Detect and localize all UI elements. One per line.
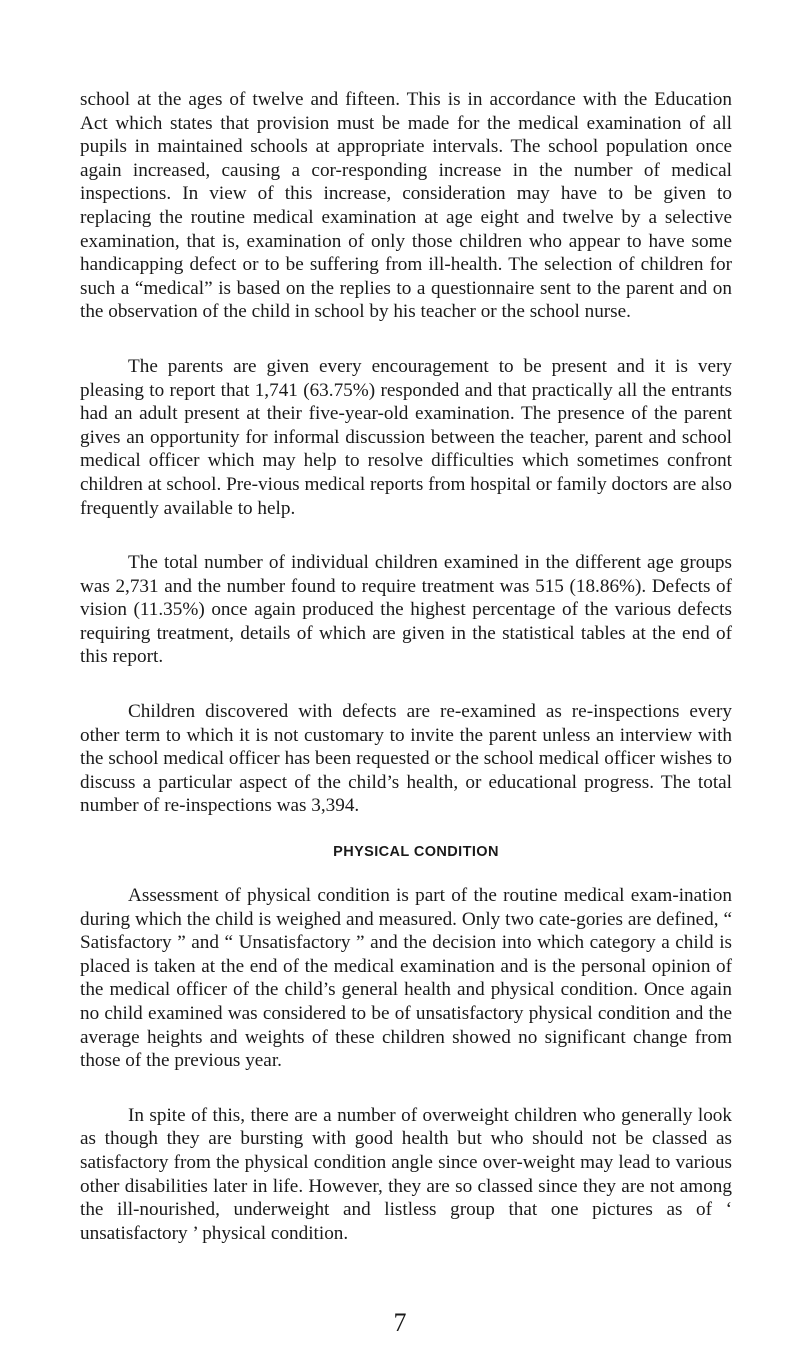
page-number: 7 [393, 1308, 407, 1337]
paragraph-overweight-children: In spite of this, there are a number of overweight children who generally look as though they are bursting with good health but who should not be classed as satisfactory from the physical condition angle since over-weight may lead to various other disabilities later in life. However, they are so classed since they are not among the ill-nourished, underweight and listless group that one pictures as of ‘ unsatisfactory ’ physical condition. [80, 1104, 732, 1244]
document-page [80, 88, 732, 1276]
paragraph-physical-assessment: Assessment of physical condition is part of the routine medical exam-ination during which the child is weighed and measured. Only two cate-gories are defined, “ Satisfactory ” and “ Unsatisfactory ” and the decision into which category a child is placed is taken at the end of the medical examination and is the personal opinion of the medical officer of the child’s general health and physical condition. Once again no child examined was considered to be of unsatisfactory physical condition and the average heights and weights of these children showed no significant change from those of the previous year. [80, 885, 732, 1072]
paragraph-children-examined: The total number of individual children examined in the different age groups was 2,731 and the number found to require treatment was 515 (18.86%). Defects of vision (11.35%) once again produced the highest percentage of the various defects requiring treatment, details of which are given in the statistical tables at the end of this report. [80, 552, 732, 668]
paragraph-re-inspections: Children discovered with defects are re-examined as re-inspections every other term to which it is not customary to invite the parent unless an interview with the school medical officer has been requested or the school medical officer wishes to discuss a particular aspect of the child’s health, or educational progress. The total number of re-inspections was 3,394. [80, 701, 732, 817]
section-heading-physical-condition: PHYSICAL CONDITION [333, 844, 499, 861]
paragraph-school-ages: school at the ages of twelve and fifteen. This is in accordance with the Education Act which states that provision must be made for the medical examination of all pupils in maintained schools at appropriate intervals. The school population once again increased, causing a cor-responding increase in the number of medical inspections. In view of this increase, consideration may have to be given to replacing the routine medical examination at age eight and twelve by a selective examination, that is, examination of only those children who appear to have some handicapping defect or to be suffering from ill-health. The selection of children for such a “medical” is based on the replies to a questionnaire sent to the parent and on the observation of the child in school by his teacher or the school nurse. [80, 89, 732, 323]
paragraph-parents-present: The parents are given every encouragement to be present and it is very pleasing to report that 1,741 (63.75%) responded and that practically all the entrants had an adult present at their five-year-old examination. The presence of the parent gives an opportunity for informal discussion between the teacher, parent and school medical officer which may help to resolve difficulties which sometimes confront children at school. Pre-vious medical reports from hospital or family doctors are also frequently available to help. [80, 355, 732, 519]
